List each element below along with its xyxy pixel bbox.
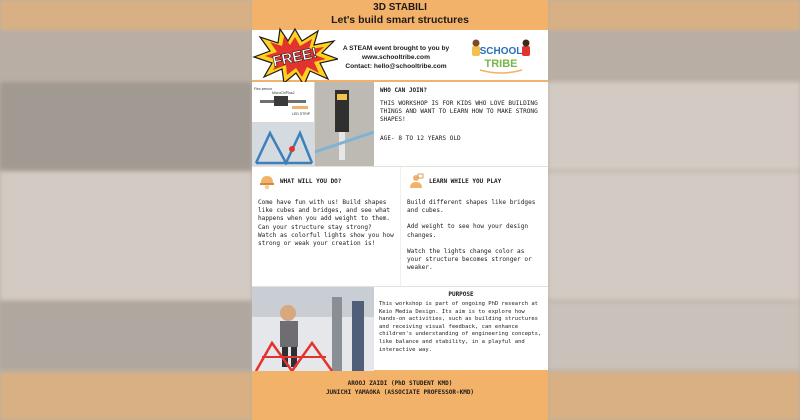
flex-sensor-label: Flex sensor — [254, 87, 273, 91]
footer-author-1: AROOJ ZAIDI (PhD STUDENT KMD) — [347, 380, 453, 387]
sensor-photo-grid — [252, 82, 374, 166]
who-can-join-section — [374, 82, 548, 166]
purpose-row — [252, 286, 548, 370]
structure-photo — [252, 123, 314, 166]
purpose-text: This workshop is part of ongoing PhD research at Keio Media Design. Its aim is to explore how hands-on activities, such as building structures and receiving visual feedback, can enhance children's understanding of engineering concepts, like balance and stability, in a playful and interactive way. — [379, 301, 542, 353]
poster-footer — [252, 370, 548, 420]
purpose-heading: PURPOSE — [448, 291, 474, 298]
join-row — [252, 82, 548, 166]
led-strip-label: LED STRIP — [292, 112, 311, 116]
hardhat-icon — [258, 172, 276, 190]
intro-line-1: A STEAM event brought to you by — [342, 45, 450, 52]
learn-text-1: Build different shapes like bridges and cubes. — [407, 199, 536, 215]
poster — [252, 0, 548, 420]
age-range: AGE- 8 TO 12 YEARS OLD — [380, 134, 461, 142]
logo-bottom-text: TRIBE — [484, 58, 518, 70]
intro-section — [252, 30, 548, 80]
activities-row — [252, 166, 548, 286]
what-will-you-do-heading: WHAT WILL YOU DO? — [280, 177, 342, 185]
who-can-join-text: THIS WORKSHOP IS FOR KIDS WHO LOVE BUILDING THINGS AND WANT TO LEARN HOW TO MAKE STRONG SHAPES! — [380, 100, 538, 124]
purpose-section — [374, 287, 548, 370]
intro-contact: Contact: hello@schooltribe.com — [345, 63, 447, 70]
microchip-label: MicroChiPlus2 — [272, 91, 295, 95]
sensor-diagram-photo — [252, 82, 314, 122]
who-can-join-heading: WHO CAN JOIN? — [380, 87, 427, 94]
poster-title: 3D STABILI — [373, 2, 427, 13]
kid-with-structure-photo — [252, 287, 374, 371]
intro-text — [340, 44, 452, 71]
what-will-you-do-section — [252, 167, 400, 286]
teacher-icon — [407, 172, 425, 190]
poster-header — [252, 0, 548, 30]
footer-author-2: JUNICHI YAMAOKA (ASSOCIATE PROFESSOR-KMD) — [325, 389, 475, 396]
poster-subtitle: Let's build smart structures — [331, 14, 469, 26]
learn-while-you-play-heading: LEARN WHILE YOU PLAY — [429, 177, 502, 185]
school-tribe-logo — [468, 36, 534, 76]
logo-top-text: SCHOOL — [479, 46, 523, 57]
learn-text-2: Add weight to see how your design changes. — [407, 223, 529, 239]
learn-text-3: Watch the lights change color as your structure becomes stronger or weaker. — [407, 247, 532, 272]
learn-while-you-play-section — [400, 167, 548, 286]
what-will-you-do-text-1: Come have fun with us! Build shapes like cubes and bridges, and see what happens when you add weight to them. Can your structure stay strong? — [258, 199, 391, 231]
what-will-you-do-text-2: Watch as colorful lights show you how strong or weak your creation is! — [258, 231, 394, 248]
badge-text: FREE! — [271, 44, 319, 71]
background-left — [0, 0, 252, 420]
sensor-closeup-photo — [315, 82, 374, 166]
burst-badge — [252, 27, 338, 85]
background-right — [548, 0, 800, 420]
intro-website: www.schooltribe.com — [362, 54, 430, 61]
